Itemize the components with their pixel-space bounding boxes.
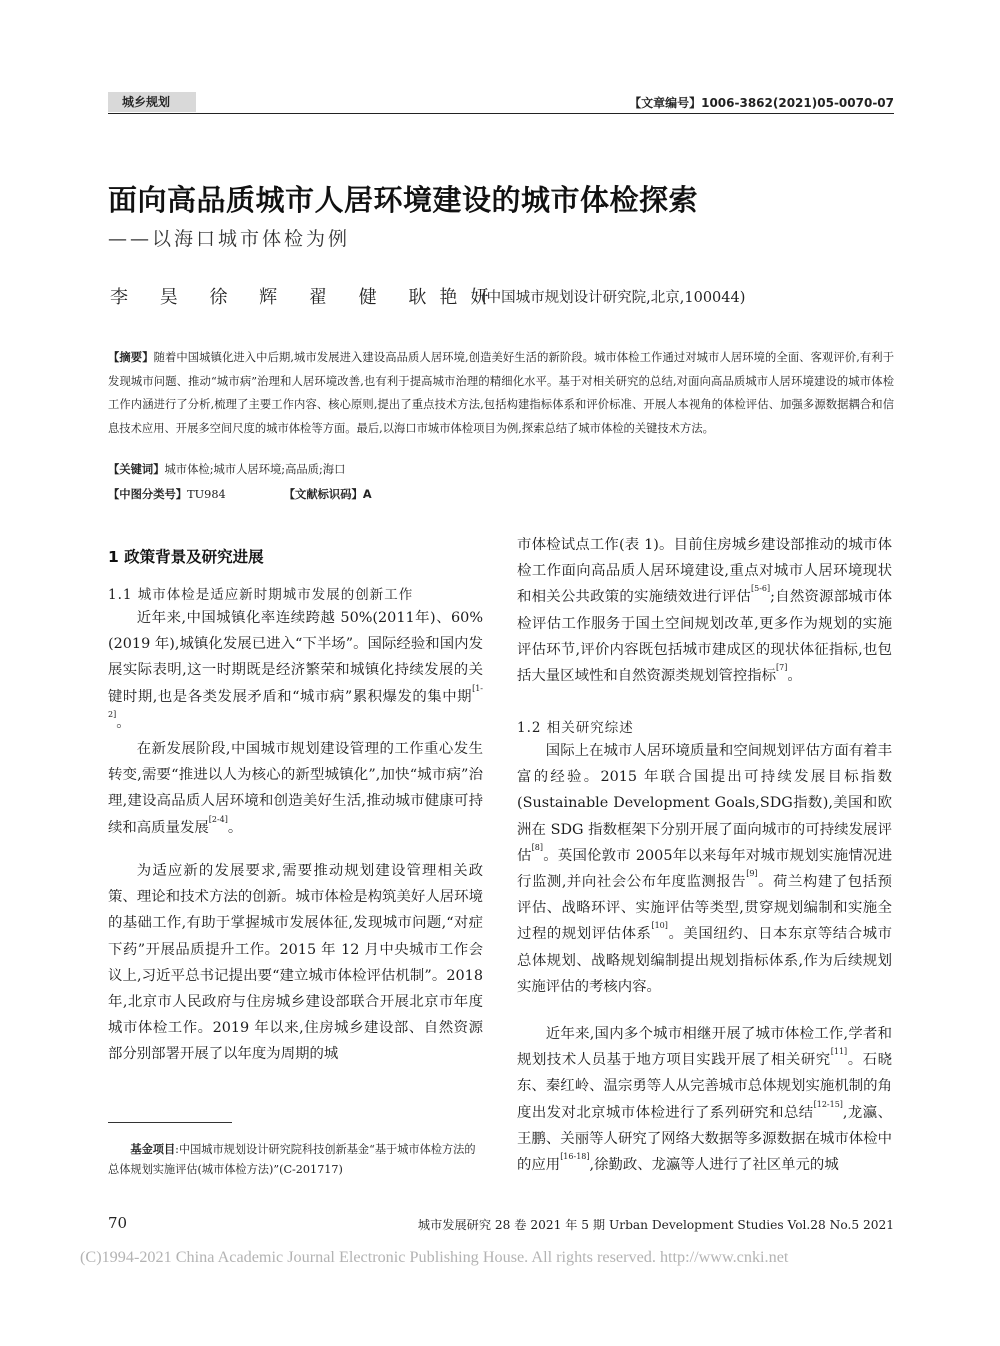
abstract	[108, 346, 894, 440]
keywords-label: 【关键词】	[108, 463, 165, 476]
keywords	[108, 461, 345, 477]
paragraph: 近年来,中国城镇化率连续跨越 50%(2011年)、60%(2019 年),城镇化发展已进入“下半场”。国际经验和国内发展实际表明,这一时期既是经济繁荣和城镇化持续发展的关键时期,也是各类发展矛盾和“城市病”累积爆发的集中期[1-2]。	[108, 610, 483, 731]
citation: [9]	[746, 869, 758, 879]
citation: [10]	[651, 921, 668, 931]
citation: [7]	[776, 663, 788, 673]
citation: [8]	[531, 842, 543, 852]
doc-code-value: A	[362, 488, 372, 501]
paragraph: 国际上在城市人居环境质量和空间规划评估方面有着丰富的经验。2015 年联合国提出可持续发展目标指数(Sustainable Development Goals,SDG指数),美国和欧洲在 SDG 指数框架下分别开展了面向城市的可持续发展评估[8]。英国伦敦市 2005年以来每年对城市规划实施情况进行监测,并向社会公布年度监测报告[9]。荷兰构建了包括预评估、战略环评、实施评估等类型,贯穿规划编制和实施全过程的规划评估体系[10]。美国纽约、日本东京等结合城市总体规划、战略规划编制提出规划指标体系,作为后续规划实施评估的考核内容。	[517, 743, 892, 995]
abstract-label: 【摘要】	[108, 351, 154, 364]
paragraph: 在新发展阶段,中国城市规划建设管理的工作重心发生转变,需要“推进以人为核心的新型城镇化”,加快“城市病”治理,建设高品质人居环境和创造美好生活,推动城市健康可持续和高质量发展[2-4]。	[108, 741, 483, 836]
affiliation: (中国城市规划设计研究院,北京,100044)	[481, 290, 746, 306]
keywords-text: 城市体检;城市人居环境;高品质;海口	[164, 463, 346, 476]
author-list: 李 昊 徐 辉 翟 健 耿艳妍	[110, 287, 502, 308]
subsection-heading-1-1: 1.1 城市体检是适应新时期城市发展的创新工作	[108, 587, 414, 603]
paragraph: 近年来,国内多个城市相继开展了城市体检工作,学者和规划技术人员基于地方项目实践开展了相关研究[11]。石晓东、秦红岭、温宗勇等人从完善城市总体规划实施机制的角度出发对北京城市体检进行了系列研究和总结[12-15],龙瀛、王鹏、关丽等人研究了网络大数据等多源数据在城市体检中的应用[16-18],徐勤政、龙瀛等人进行了社区单元的城	[517, 1026, 892, 1174]
citation: [2-4]	[208, 814, 228, 824]
copyright-notice: (C)1994-2021 China Academic Journal Electronic Publishing House. All rights reserved. http://www.cnki.net	[80, 1248, 789, 1266]
footnote-rule	[108, 1122, 232, 1123]
paragraph: 市体检试点工作(表 1)。目前住房城乡建设部推动的城市体检工作面向高品质人居环境建设,重点对城市人居环境现状和相关公共政策的实施绩效进行评估[5-6];自然资源部城市体检评估工作服务于国土空间规划改革,更多作为规划的实施评估环节,评价内容既包括城市建成区的现状体征指标,也包括大量区域性和自然资源类规划管控指标[7]。	[517, 537, 892, 685]
footnote-label: 基金项目	[130, 1143, 176, 1156]
abstract-text: 随着中国城镇化进入中后期,城市发展进入建设高品质人居环境,创造美好生活的新阶段。城市体检工作通过对城市人居环境的全面、客观评价,有利于发现城市问题、推动“城市病”治理和人居环境改善,也有利于提高城市治理的精细化水平。基于对相关研究的总结,对面向高品质城市人居环境建设的城市体检工作内涵进行了分析,梳理了主要工作内容、核心原则,提出了重点技术方法,包括构建指标体系和评价标准、开展人本视角的体检评估、加强多源数据耦合和信息技术应用、开展多空间尺度的城市体检等方面。最后,以海口市城市体检项目为例,探索总结了城市体检的关键技术方法。	[108, 351, 894, 435]
article-code: 【文章编号】1006-3862(2021)05-0070-07	[629, 96, 894, 110]
citation: [5-6]	[751, 584, 771, 594]
citation: [16-18]	[560, 1152, 590, 1162]
paragraph: 为适应新的发展要求,需要推动规划建设管理相关政策、理论和技术方法的创新。城市体检是构筑美好人居环境的基础工作,有助于掌握城市发展体征,发现城市问题,“对症下药”开展品质提升工作。2015 年 12 月中央城市工作会议上,习近平总书记提出要“建立城市体检评估机制”。2018 年,北京市人民政府与住房城乡建设部联合开展北京市年度城市体检工作。2019 年以来,住房城乡建设部、自然资源部分别部署开展了以年度为周期的城	[108, 863, 483, 1063]
subsection-heading-1-2: 1.2 相关研究综述	[517, 720, 634, 736]
clc-value: TU984	[187, 488, 226, 501]
citation: [12-15]	[813, 1099, 843, 1109]
citation: [11]	[830, 1047, 848, 1057]
journal-citation: 城市发展研究 28 卷 2021 年 5 期 Urban Development Studies Vol.28 No.5 2021	[417, 1218, 894, 1232]
section-heading: 1 政策背景及研究进展	[108, 548, 264, 566]
running-header	[108, 92, 894, 114]
clc-label: 【中图分类号】	[108, 488, 188, 501]
doc-code-label: 【文献标识码】	[283, 488, 363, 501]
citation: [1-2]	[108, 683, 483, 719]
classification	[108, 486, 372, 502]
page-number: 70	[108, 1214, 128, 1232]
article-subtitle: ——以海口城市体检为例	[108, 228, 351, 250]
footnote: 基金项目:中国城市规划设计研究院科技创新基金“基于城市体检方法的总体规划实施评估(城市体检方法)”(C-201717)	[108, 1143, 476, 1176]
article-title: 面向高品质城市人居环境建设的城市体检探索	[108, 183, 699, 217]
section-tag: 城乡规划	[108, 92, 196, 112]
